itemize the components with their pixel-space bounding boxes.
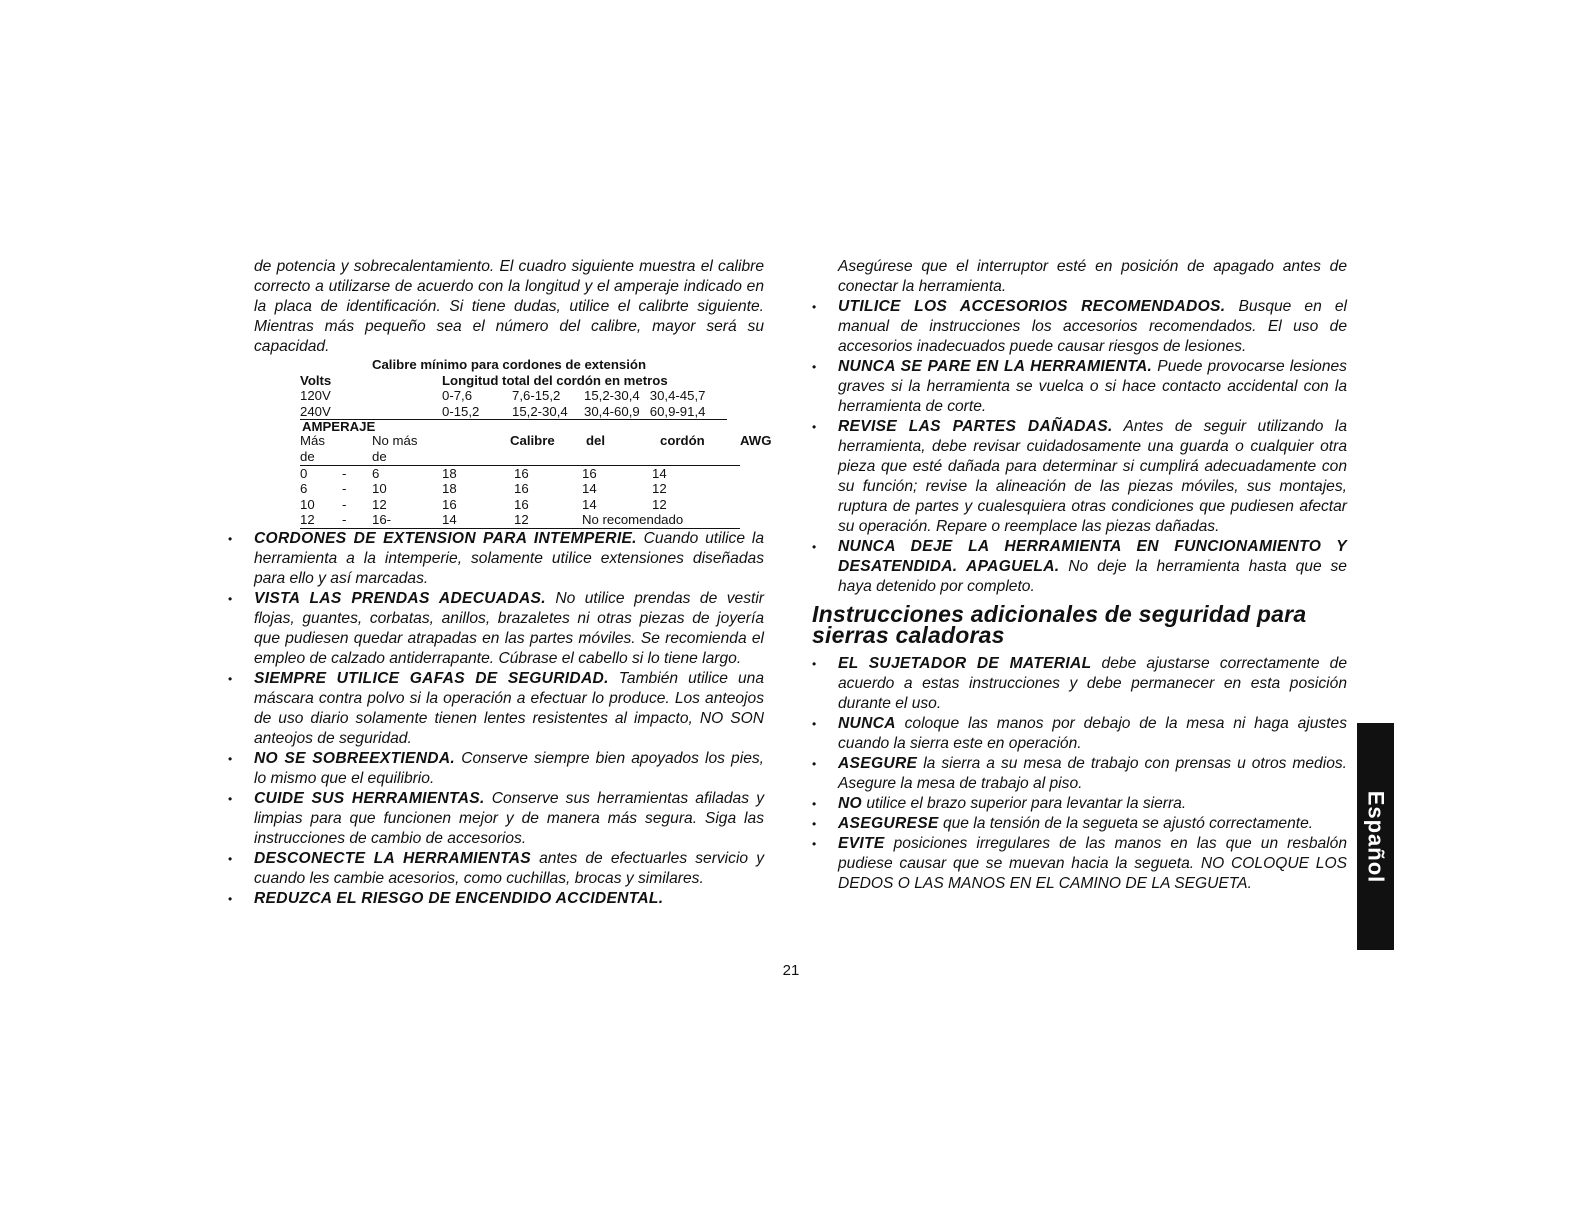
list-item bbox=[812, 754, 1347, 794]
volt-cell: 120V bbox=[300, 388, 331, 404]
bullet-lead: NO bbox=[838, 795, 862, 812]
table-row bbox=[300, 388, 727, 404]
gauge-cell: No recomendado bbox=[582, 512, 684, 528]
gauge-cell: 18 bbox=[442, 481, 457, 497]
amp-cell: 6 bbox=[372, 465, 380, 481]
bullet-lead: REVISE LAS PARTES DAÑADAS. bbox=[838, 418, 1113, 435]
list-item bbox=[228, 849, 764, 889]
del-header: del bbox=[586, 433, 606, 449]
length-cell: 15,2-30,4 bbox=[512, 403, 568, 419]
page-number: 21 bbox=[782, 962, 800, 979]
length-header: Longitud total del cordón en metros bbox=[442, 372, 668, 388]
amp-cell: - bbox=[342, 481, 347, 497]
bullet-lead: EVITE bbox=[838, 835, 885, 852]
amperage-row bbox=[300, 497, 740, 513]
bullet-lead: NUNCA bbox=[838, 715, 896, 732]
list-item bbox=[812, 357, 1347, 417]
bullet-lead: EL SUJETADOR DE MATERIAL bbox=[838, 655, 1092, 672]
calibre-header: Calibre bbox=[510, 433, 555, 449]
intro-paragraph: Asegúrese que el interruptor esté en posición de apagado antes de conectar la herramienta. bbox=[838, 258, 1347, 295]
bullet-lead: CORDONES DE EXTENSION PARA INTEMPERIE. bbox=[254, 529, 637, 547]
bullet-lead: DESCONECTE LA HERRAMIENTAS bbox=[254, 849, 531, 867]
amperage-subheader-row bbox=[300, 449, 740, 466]
amperage-row bbox=[300, 512, 740, 529]
amp-cell: - bbox=[342, 465, 347, 481]
list-item bbox=[228, 589, 764, 669]
bullet-text: No deje la herramienta hasta que se haya detenido por completo. bbox=[838, 558, 1347, 595]
length-cell: 0-15,2 bbox=[442, 403, 480, 419]
bullet-lead: NUNCA SE PARE EN LA HERRAMIENTA. bbox=[838, 358, 1153, 375]
list-item bbox=[812, 654, 1347, 714]
amp-cell: 12 bbox=[300, 512, 315, 528]
bullet-text: Conserve siempre bien apoyados los pies, lo mismo que el equilibrio. bbox=[254, 749, 764, 787]
bullet-lead: ASEGURESE bbox=[838, 815, 939, 832]
list-item bbox=[812, 714, 1347, 754]
right-column bbox=[812, 257, 1347, 894]
volts-length-table bbox=[300, 373, 727, 421]
bullet-lead: CUIDE SUS HERRAMIENTAS. bbox=[254, 789, 485, 807]
length-cell: 30,4-45,7 bbox=[649, 388, 706, 404]
amp-cell: 10 bbox=[372, 481, 387, 497]
bullet-text: utilice el brazo superior para levantar la sierra. bbox=[862, 795, 1187, 812]
amp-cell: 6 bbox=[300, 481, 308, 497]
bullet-lead: ASEGURE bbox=[838, 755, 918, 772]
bullet-text: Busque en el manual de instrucciones los accesorios recomendados. El uso de accesorios inadecuados puede causar riesgos de lesiones. bbox=[838, 298, 1347, 355]
length-cell: 0-7,6 bbox=[442, 388, 473, 404]
length-cell: 60,9-91,4 bbox=[649, 403, 706, 419]
amp-cell: 16- bbox=[372, 512, 392, 528]
intro-paragraph: de potencia y sobrecalentamiento. El cuadro siguiente muestra el calibre correcto a utilizarse de acuerdo con la longitud y el amperaje indicado en la placa de identificación. Si tiene dudas, utilice el calibrte siguiente. Mientras más pequeño sea el número del calibre, mayor será su capacidad. bbox=[254, 258, 764, 355]
gauge-cell: 14 bbox=[582, 481, 597, 497]
bullet-text: Cuando utilice la herramienta a la intemperie, solamente utilice extensiones diseñadas para ello y así marcadas. bbox=[254, 529, 764, 587]
bullet-text: que la tensión de la segueta se ajustó correctamente. bbox=[938, 815, 1314, 832]
extension-cord-table bbox=[254, 357, 772, 529]
gauge-cell: 12 bbox=[652, 496, 667, 512]
list-item bbox=[812, 417, 1347, 537]
gauge-cell: 14 bbox=[442, 512, 457, 528]
list-item bbox=[812, 537, 1347, 597]
bullet-lead: NO SE SOBREEXTIENDA. bbox=[254, 749, 456, 767]
amp-cell: 10 bbox=[300, 496, 315, 512]
bullet-text: antes de efectuarles servicio y cuando les cambie acesorios, como cuchillas, brocas y similares. bbox=[254, 849, 764, 887]
amperage-row bbox=[300, 466, 740, 482]
gauge-cell: 12 bbox=[514, 512, 529, 528]
list-item bbox=[228, 749, 764, 789]
language-tab bbox=[1357, 723, 1394, 950]
amp-cell: - bbox=[342, 496, 347, 512]
list-item bbox=[228, 529, 764, 589]
cordon-header: cordón bbox=[660, 433, 705, 449]
list-item bbox=[228, 669, 764, 749]
amp-cell: 12 bbox=[372, 496, 387, 512]
bullet-lead: VISTA LAS PRENDAS ADECUADAS. bbox=[254, 589, 546, 607]
left-bullet-list bbox=[228, 529, 764, 909]
right-bullet-list bbox=[812, 297, 1347, 597]
bullet-lead: NUNCA DEJE LA HERRAMIENTA EN FUNCIONAMIENTO Y DESATENDIDA. APAGUELA. bbox=[838, 538, 1347, 575]
bullet-text: debe ajustarse correctamente de acuerdo a estas instrucciones y debe permanecer en esta posición durante el uso. bbox=[838, 655, 1348, 712]
gauge-cell: 12 bbox=[652, 481, 667, 497]
bullet-lead: REDUZCA EL RIESGO DE ENCENDIDO ACCIDENTAL. bbox=[254, 889, 664, 907]
gauge-cell: 16 bbox=[514, 481, 529, 497]
bullet-lead: SIEMPRE UTILICE GAFAS DE SEGURIDAD. bbox=[254, 669, 609, 687]
list-item bbox=[228, 889, 764, 909]
section-heading: Instrucciones adicionales de seguridad para sierras caladoras bbox=[812, 601, 1307, 648]
gauge-cell: 14 bbox=[582, 496, 597, 512]
bullet-text: Conserve sus herramientas afiladas y limpias para que funcionen mejor y de manera más segura. Siga las instrucciones de cambio de accesorios. bbox=[254, 789, 764, 847]
list-item bbox=[812, 794, 1347, 814]
list-item bbox=[812, 297, 1347, 357]
de-label: de bbox=[372, 448, 387, 464]
left-column bbox=[228, 257, 772, 909]
bullet-lead: UTILICE LOS ACCESORIOS RECOMENDADOS. bbox=[838, 298, 1226, 315]
table-title: Calibre mínimo para cordones de extensión bbox=[371, 357, 647, 372]
bullet-text: No utilice prendas de vestir flojas, guantes, corbatas, anillos, brazaletes ni otras piezas de joyería que pudiesen quedar atrapadas en las partes móviles. Se recomienda el empleo de calzado antiderrapante. Cúbrase el cabello si lo tiene largo. bbox=[254, 589, 764, 667]
awg-header: AWG bbox=[740, 433, 772, 449]
bullet-text: Antes de seguir utilizando la herramienta, debe revisar cuidadosamente una guarda o cualquier otra pieza que esté dañada para determinar si cumplirá adecuadamente con su función; revise la alineación de las piezas móviles, sus montajes, ruptura de partes y cualesquiera otras condiciones que pudiesen afectar su operación. Repare o reemplace las piezas dañadas. bbox=[838, 418, 1347, 535]
amp-cell: - bbox=[342, 512, 347, 528]
list-item bbox=[812, 814, 1347, 834]
bullet-text: También utilice una máscara contra polvo si la operación a efectuar lo produce. Los anteojos de uso diario solamente tienen lentes resistentes al impacto, NO SON anteojos de seguridad. bbox=[254, 669, 764, 747]
length-cell: 7,6-15,2 bbox=[512, 388, 561, 404]
list-item bbox=[812, 834, 1347, 894]
amperage-row bbox=[300, 481, 740, 497]
bullet-text: coloque las manos por debajo de la mesa ni haga ajustes cuando la sierra este en operación. bbox=[838, 715, 1347, 752]
length-cell: 30,4-60,9 bbox=[584, 403, 640, 419]
mas-header: Más bbox=[300, 433, 325, 449]
amperaje-header: AMPERAJE bbox=[302, 419, 376, 435]
amperage-section bbox=[300, 420, 790, 529]
amperage-header-row bbox=[300, 433, 790, 449]
saw-bullet-list bbox=[812, 654, 1347, 894]
de-label: de bbox=[300, 448, 315, 464]
language-tab-label: Español bbox=[1363, 790, 1389, 883]
gauge-cell: 14 bbox=[652, 465, 667, 481]
bullet-text: Puede provocarse lesiones graves si la herramienta se vuelca o si hace contacto accidental con la herramienta de corte. bbox=[838, 358, 1347, 415]
table-row bbox=[300, 404, 727, 420]
list-item bbox=[228, 789, 764, 849]
gauge-cell: 16 bbox=[514, 496, 529, 512]
nomas-header: No más bbox=[372, 433, 418, 449]
bullet-text: la sierra a su mesa de trabajo con prensas u otros medios. Asegure la mesa de trabajo al piso. bbox=[838, 755, 1347, 792]
gauge-cell: 18 bbox=[442, 465, 457, 481]
gauge-cell: 16 bbox=[442, 496, 457, 512]
gauge-cell: 16 bbox=[514, 465, 529, 481]
gauge-cell: 16 bbox=[582, 465, 597, 481]
volt-cell: 240V bbox=[300, 403, 331, 419]
bullet-text: posiciones irregulares de las manos en las que un resbalón pudiese causar que se muevan hacia la segueta. NO COLOQUE LOS DEDOS O LAS MANOS EN EL CAMINO DE LA SEGUETA. bbox=[838, 835, 1347, 892]
length-cell: 15,2-30,4 bbox=[584, 388, 640, 404]
amp-cell: 0 bbox=[300, 465, 308, 481]
volts-header: Volts bbox=[300, 372, 332, 388]
